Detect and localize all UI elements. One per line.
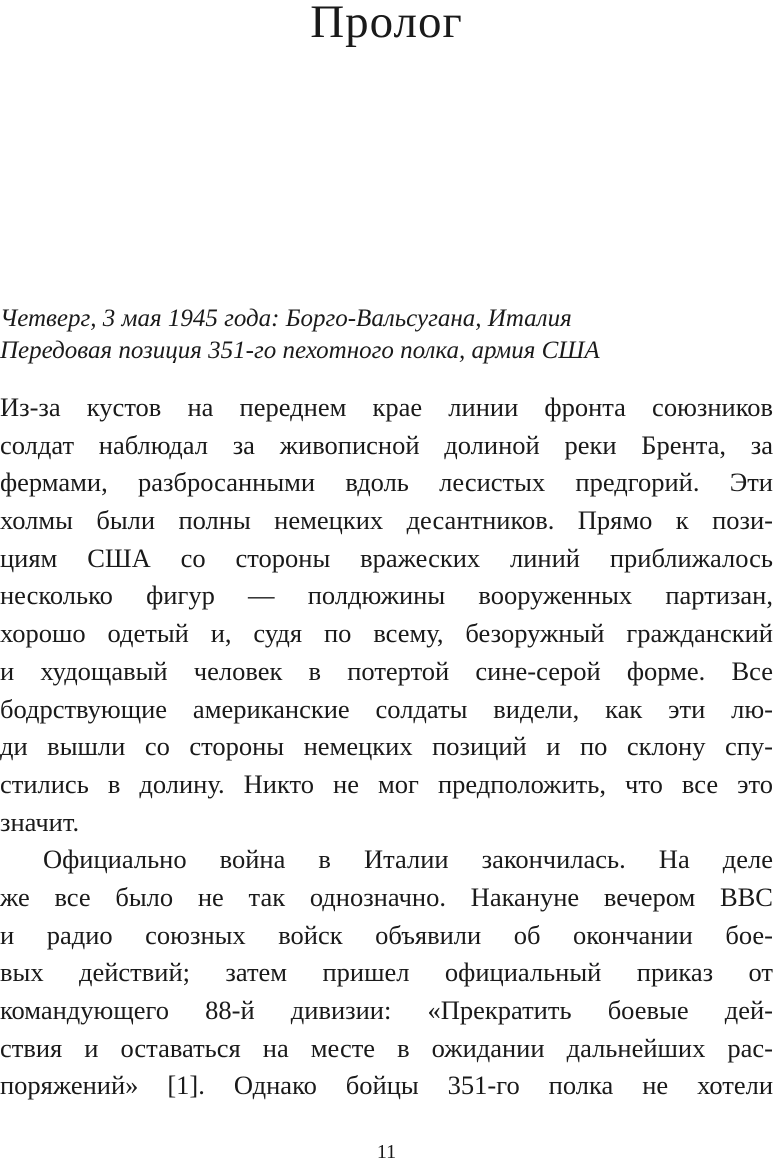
text-line: поряжений» [1]. Однако бойцы 351-го полка не хотели: [0, 1070, 773, 1101]
text-line: циям США со стороны вражеских линий приближалось: [0, 542, 773, 573]
text-line: бодрствующие американские солдаты видели, как эти лю-: [0, 693, 773, 724]
text-line: несколько фигур — полдюжины вооруженных партизан,: [0, 580, 773, 611]
text-line: фермами, разбросанными вдоль лесистых предгорий. Эти: [0, 467, 773, 498]
text-line: ди вышли со стороны немецких позиций и по склону спу-: [0, 731, 773, 762]
text-line: вых действий; затем пришел официальный приказ от: [0, 957, 773, 988]
text-line: холмы были полны немецких десантников. Прямо к пози-: [0, 505, 773, 536]
paragraph: [0, 389, 773, 841]
text-line: значит.: [0, 806, 80, 837]
text-line: стились в долину. Никто не мог предположить, что все это: [0, 768, 773, 799]
text-line: Официально война в Италии закончилась. На деле: [43, 844, 773, 875]
body-text: [0, 389, 773, 1105]
text-line: ствия и оставаться на месте в ожидании дальнейших рас-: [0, 1032, 773, 1063]
text-line: же все было не так однозначно. Накануне вечером BBC: [0, 881, 773, 912]
dateline-line: Четверг, 3 мая 1945 года: Борго-Вальсугана, Италия: [0, 305, 572, 332]
paragraph: [0, 841, 773, 1105]
text-line: и радио союзных войск объявили об окончании бое-: [0, 919, 773, 950]
text-line: и худощавый человек в потертой сине-серой форме. Все: [0, 655, 773, 686]
text-line: хорошо одетый и, судя по всему, безоружный гражданский: [0, 618, 773, 649]
text-line: солдат наблюдал за живописной долиной реки Брента, за: [0, 429, 773, 460]
dateline-line: Передовая позиция 351-го пехотного полка, армия США: [0, 337, 600, 364]
text-line: командующего 88-й дивизии: «Прекратить боевые дей-: [0, 995, 773, 1025]
dateline: [0, 303, 773, 367]
page-number: 11: [376, 1141, 397, 1163]
chapter-title: Пролог: [310, 0, 463, 48]
text-line: Из-за кустов на переднем крае линии фронта союзников: [0, 392, 773, 422]
